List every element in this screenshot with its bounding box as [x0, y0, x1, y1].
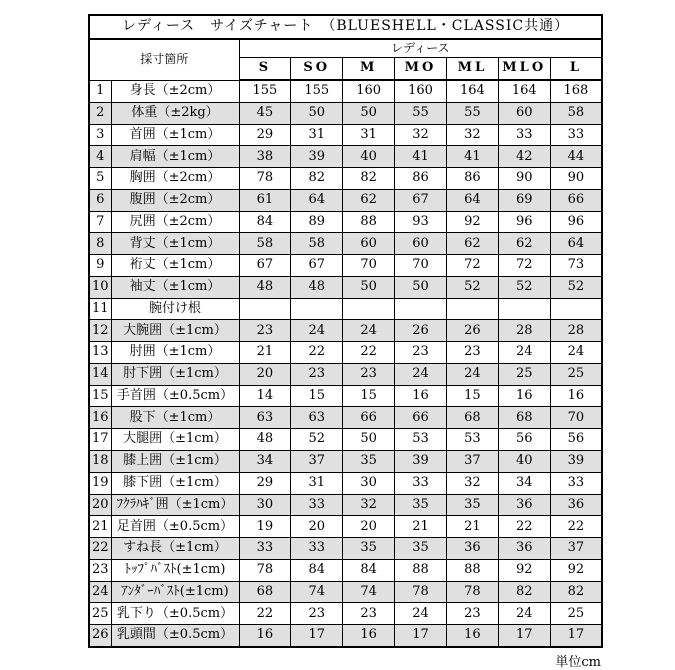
- value-cell: 68: [239, 581, 291, 603]
- value-cell: 67: [239, 255, 291, 277]
- value-cell: 53: [446, 429, 498, 451]
- value-cell: 20: [343, 516, 395, 538]
- value-cell: 52: [446, 276, 498, 298]
- value-cell: 48: [239, 429, 291, 451]
- value-cell: 26: [395, 320, 447, 342]
- table-row: [89, 603, 602, 625]
- value-cell: 21: [395, 516, 447, 538]
- row-number: 8: [89, 233, 111, 255]
- value-cell: 22: [498, 516, 550, 538]
- value-cell: 55: [395, 102, 447, 124]
- row-number: 24: [89, 581, 111, 603]
- value-cell: 17: [395, 625, 447, 647]
- value-cell: 155: [291, 80, 343, 102]
- value-cell: 88: [395, 559, 447, 581]
- measurement-name: 大腿囲（±1cm）: [111, 429, 239, 451]
- measurement-point-header: 採寸箇所: [89, 39, 239, 80]
- value-cell: 32: [395, 124, 447, 146]
- row-number: 14: [89, 363, 111, 385]
- value-cell: 86: [395, 168, 447, 190]
- value-cell: 35: [395, 494, 447, 516]
- value-cell: 58: [239, 233, 291, 255]
- value-cell: 55: [446, 102, 498, 124]
- measurement-name: 肩幅（±1cm）: [111, 146, 239, 168]
- value-cell: 168: [550, 80, 602, 102]
- measurement-name: 背丈（±1cm）: [111, 233, 239, 255]
- value-cell: 16: [498, 385, 550, 407]
- value-cell: [446, 298, 498, 320]
- row-number: 2: [89, 102, 111, 124]
- value-cell: 39: [291, 146, 343, 168]
- value-cell: 20: [239, 363, 291, 385]
- value-cell: [550, 298, 602, 320]
- value-cell: 23: [239, 320, 291, 342]
- value-cell: 84: [343, 559, 395, 581]
- value-cell: 70: [550, 407, 602, 429]
- table-row: [89, 363, 602, 385]
- value-cell: 78: [446, 581, 498, 603]
- row-number: 21: [89, 516, 111, 538]
- value-cell: 24: [395, 363, 447, 385]
- value-cell: 15: [343, 385, 395, 407]
- value-cell: 92: [498, 559, 550, 581]
- value-cell: [395, 298, 447, 320]
- value-cell: 36: [550, 494, 602, 516]
- value-cell: 48: [239, 276, 291, 298]
- value-cell: 38: [239, 146, 291, 168]
- value-cell: 67: [395, 189, 447, 211]
- measurement-name: 手首囲（±0.5cm）: [111, 385, 239, 407]
- value-cell: 33: [291, 538, 343, 560]
- group-header-row: [89, 39, 602, 58]
- value-cell: 72: [446, 255, 498, 277]
- value-cell: 23: [291, 363, 343, 385]
- size-column-header: MO: [395, 58, 447, 81]
- row-number: 11: [89, 298, 111, 320]
- value-cell: 53: [395, 429, 447, 451]
- value-cell: 78: [239, 559, 291, 581]
- table-row: [89, 211, 602, 233]
- value-cell: 82: [498, 581, 550, 603]
- measurement-name: 裄丈（±1cm）: [111, 255, 239, 277]
- value-cell: 15: [291, 385, 343, 407]
- measurement-name: 乳頭間（±0.5cm）: [111, 625, 239, 647]
- row-number: 16: [89, 407, 111, 429]
- value-cell: 16: [395, 385, 447, 407]
- value-cell: 60: [395, 233, 447, 255]
- row-number: 22: [89, 538, 111, 560]
- value-cell: 21: [239, 342, 291, 364]
- value-cell: 31: [291, 472, 343, 494]
- row-number: 20: [89, 494, 111, 516]
- value-cell: 35: [343, 538, 395, 560]
- measurement-name: 尻囲（±2cm）: [111, 211, 239, 233]
- value-cell: 25: [550, 603, 602, 625]
- measurement-name: ﾌｸﾗﾊｷﾞ囲（±1cm）: [111, 494, 239, 516]
- table-row: [89, 429, 602, 451]
- value-cell: 84: [239, 211, 291, 233]
- table-row: [89, 451, 602, 473]
- chart-title: レディース サイズチャート （BLUESHELL・CLASSIC共通）: [89, 15, 602, 39]
- table-row: [89, 342, 602, 364]
- value-cell: 33: [498, 124, 550, 146]
- value-cell: 73: [550, 255, 602, 277]
- table-row: [89, 625, 602, 647]
- value-cell: 155: [239, 80, 291, 102]
- value-cell: 50: [343, 276, 395, 298]
- value-cell: 22: [550, 516, 602, 538]
- measurement-name: 膝上囲（±1cm）: [111, 451, 239, 473]
- value-cell: 24: [343, 320, 395, 342]
- value-cell: 56: [498, 429, 550, 451]
- value-cell: 164: [498, 80, 550, 102]
- value-cell: 63: [239, 407, 291, 429]
- value-cell: 15: [446, 385, 498, 407]
- title-row: [89, 15, 602, 39]
- value-cell: 24: [498, 342, 550, 364]
- value-cell: 36: [498, 494, 550, 516]
- row-number: 3: [89, 124, 111, 146]
- value-cell: 24: [291, 320, 343, 342]
- value-cell: 52: [498, 276, 550, 298]
- value-cell: 160: [395, 80, 447, 102]
- value-cell: 36: [498, 538, 550, 560]
- value-cell: 44: [550, 146, 602, 168]
- value-cell: 52: [550, 276, 602, 298]
- value-cell: 89: [291, 211, 343, 233]
- size-column-header: S: [239, 58, 291, 81]
- value-cell: 33: [291, 494, 343, 516]
- table-row: [89, 407, 602, 429]
- measurement-name: 胸囲（±2cm）: [111, 168, 239, 190]
- table-row: [89, 298, 602, 320]
- value-cell: 56: [550, 429, 602, 451]
- value-cell: 164: [446, 80, 498, 102]
- table-row: [89, 255, 602, 277]
- size-column-header: M: [343, 58, 395, 81]
- row-number: 6: [89, 189, 111, 211]
- table-row: [89, 80, 602, 102]
- value-cell: 82: [550, 581, 602, 603]
- value-cell: 62: [446, 233, 498, 255]
- measurement-name: 腹囲（±2cm）: [111, 189, 239, 211]
- measurement-name: 身長（±2cm）: [111, 80, 239, 102]
- value-cell: 64: [550, 233, 602, 255]
- value-cell: 16: [550, 385, 602, 407]
- value-cell: 23: [291, 603, 343, 625]
- value-cell: 72: [498, 255, 550, 277]
- value-cell: 39: [550, 451, 602, 473]
- table-row: [89, 472, 602, 494]
- value-cell: 82: [291, 168, 343, 190]
- value-cell: 84: [291, 559, 343, 581]
- value-cell: 60: [343, 233, 395, 255]
- table-row: [89, 124, 602, 146]
- size-column-header: L: [550, 58, 602, 81]
- value-cell: 41: [446, 146, 498, 168]
- value-cell: [343, 298, 395, 320]
- value-cell: 28: [498, 320, 550, 342]
- row-number: 5: [89, 168, 111, 190]
- value-cell: 68: [446, 407, 498, 429]
- value-cell: 40: [343, 146, 395, 168]
- row-number: 18: [89, 451, 111, 473]
- size-column-header: MLO: [498, 58, 550, 81]
- row-number: 17: [89, 429, 111, 451]
- value-cell: 22: [291, 342, 343, 364]
- table-row: [89, 189, 602, 211]
- value-cell: 74: [343, 581, 395, 603]
- value-cell: 37: [550, 538, 602, 560]
- size-chart-table: [88, 14, 603, 648]
- value-cell: 39: [395, 451, 447, 473]
- value-cell: 69: [498, 189, 550, 211]
- value-cell: 28: [550, 320, 602, 342]
- measurement-name: ﾄｯﾌﾟﾊﾞｽﾄ(±1cm): [111, 559, 239, 581]
- value-cell: 19: [239, 516, 291, 538]
- value-cell: 58: [291, 233, 343, 255]
- value-cell: 16: [343, 625, 395, 647]
- value-cell: 37: [446, 451, 498, 473]
- row-number: 15: [89, 385, 111, 407]
- value-cell: 78: [395, 581, 447, 603]
- value-cell: 70: [343, 255, 395, 277]
- value-cell: 17: [550, 625, 602, 647]
- value-cell: 29: [239, 124, 291, 146]
- value-cell: 25: [550, 363, 602, 385]
- value-cell: 50: [343, 429, 395, 451]
- value-cell: 90: [498, 168, 550, 190]
- value-cell: 88: [446, 559, 498, 581]
- measurement-name: 体重（±2kg）: [111, 102, 239, 124]
- row-number: 13: [89, 342, 111, 364]
- value-cell: 32: [446, 472, 498, 494]
- table-row: [89, 581, 602, 603]
- row-number: 1: [89, 80, 111, 102]
- measurement-name: ｱﾝﾀﾞｰﾊﾞｽﾄ(±1cm): [111, 581, 239, 603]
- value-cell: 24: [550, 342, 602, 364]
- table-row: [89, 516, 602, 538]
- value-cell: 48: [291, 276, 343, 298]
- value-cell: 32: [446, 124, 498, 146]
- value-cell: 92: [446, 211, 498, 233]
- measurement-name: 肘下囲（±1cm）: [111, 363, 239, 385]
- value-cell: 92: [550, 559, 602, 581]
- value-cell: 40: [498, 451, 550, 473]
- measurement-name: 膝下囲（±1cm）: [111, 472, 239, 494]
- table-row: [89, 494, 602, 516]
- value-cell: 35: [395, 538, 447, 560]
- measurement-name: 乳下り（±0.5cm）: [111, 603, 239, 625]
- table-row: [89, 559, 602, 581]
- value-cell: 62: [343, 189, 395, 211]
- value-cell: 37: [291, 451, 343, 473]
- table-row: [89, 146, 602, 168]
- size-column-header: ML: [446, 58, 498, 81]
- size-chart-body: [89, 80, 602, 647]
- value-cell: 67: [291, 255, 343, 277]
- size-column-header: SO: [291, 58, 343, 81]
- value-cell: 74: [291, 581, 343, 603]
- ladies-group-header: レディース: [239, 39, 602, 58]
- value-cell: 66: [550, 189, 602, 211]
- value-cell: 50: [395, 276, 447, 298]
- value-cell: 26: [446, 320, 498, 342]
- table-row: [89, 102, 602, 124]
- value-cell: 23: [446, 342, 498, 364]
- value-cell: 96: [550, 211, 602, 233]
- row-number: 26: [89, 625, 111, 647]
- value-cell: 88: [343, 211, 395, 233]
- value-cell: 31: [343, 124, 395, 146]
- value-cell: 23: [395, 342, 447, 364]
- value-cell: 93: [395, 211, 447, 233]
- value-cell: 45: [239, 102, 291, 124]
- value-cell: 23: [343, 363, 395, 385]
- value-cell: 160: [343, 80, 395, 102]
- measurement-name: 股下（±1cm）: [111, 407, 239, 429]
- value-cell: 23: [343, 603, 395, 625]
- value-cell: 34: [239, 451, 291, 473]
- value-cell: 60: [498, 102, 550, 124]
- size-chart-container: [88, 14, 601, 670]
- value-cell: 62: [498, 233, 550, 255]
- measurement-name: 袖丈（±1cm）: [111, 276, 239, 298]
- value-cell: 66: [395, 407, 447, 429]
- value-cell: 24: [498, 603, 550, 625]
- table-row: [89, 233, 602, 255]
- unit-label: 単位cm: [555, 654, 601, 670]
- row-number: 19: [89, 472, 111, 494]
- value-cell: 52: [291, 429, 343, 451]
- value-cell: 33: [239, 538, 291, 560]
- value-cell: 30: [239, 494, 291, 516]
- value-cell: 36: [446, 538, 498, 560]
- value-cell: 68: [498, 407, 550, 429]
- value-cell: 24: [446, 363, 498, 385]
- row-number: 4: [89, 146, 111, 168]
- value-cell: 22: [239, 603, 291, 625]
- value-cell: 42: [498, 146, 550, 168]
- row-number: 10: [89, 276, 111, 298]
- value-cell: 82: [343, 168, 395, 190]
- value-cell: 23: [446, 603, 498, 625]
- value-cell: 90: [550, 168, 602, 190]
- value-cell: 78: [239, 168, 291, 190]
- value-cell: 64: [291, 189, 343, 211]
- table-row: [89, 276, 602, 298]
- value-cell: 33: [550, 124, 602, 146]
- value-cell: 31: [291, 124, 343, 146]
- value-cell: 14: [239, 385, 291, 407]
- value-cell: [498, 298, 550, 320]
- value-cell: 16: [239, 625, 291, 647]
- value-cell: 96: [498, 211, 550, 233]
- value-cell: 29: [239, 472, 291, 494]
- table-row: [89, 538, 602, 560]
- value-cell: 34: [498, 472, 550, 494]
- value-cell: 24: [395, 603, 447, 625]
- value-cell: 35: [343, 451, 395, 473]
- value-cell: 33: [395, 472, 447, 494]
- value-cell: 58: [550, 102, 602, 124]
- value-cell: 70: [395, 255, 447, 277]
- value-cell: 32: [343, 494, 395, 516]
- row-number: 9: [89, 255, 111, 277]
- value-cell: 33: [550, 472, 602, 494]
- value-cell: 41: [395, 146, 447, 168]
- value-cell: 17: [291, 625, 343, 647]
- value-cell: 21: [446, 516, 498, 538]
- table-row: [89, 385, 602, 407]
- value-cell: 50: [343, 102, 395, 124]
- measurement-name: 首囲（±1cm）: [111, 124, 239, 146]
- value-cell: 20: [291, 516, 343, 538]
- measurement-name: すね長（±1cm）: [111, 538, 239, 560]
- value-cell: 35: [446, 494, 498, 516]
- row-number: 25: [89, 603, 111, 625]
- row-number: 7: [89, 211, 111, 233]
- value-cell: 61: [239, 189, 291, 211]
- measurement-name: 腕付け根: [111, 298, 239, 320]
- measurement-name: 足首囲（±0.5cm）: [111, 516, 239, 538]
- value-cell: 25: [498, 363, 550, 385]
- row-number: 12: [89, 320, 111, 342]
- value-cell: [239, 298, 291, 320]
- measurement-name: 大腕囲（±1cm）: [111, 320, 239, 342]
- value-cell: 22: [343, 342, 395, 364]
- value-cell: 66: [343, 407, 395, 429]
- table-row: [89, 320, 602, 342]
- value-cell: [291, 298, 343, 320]
- value-cell: 16: [446, 625, 498, 647]
- row-number: 23: [89, 559, 111, 581]
- value-cell: 50: [291, 102, 343, 124]
- value-cell: 30: [343, 472, 395, 494]
- value-cell: 63: [291, 407, 343, 429]
- value-cell: 17: [498, 625, 550, 647]
- table-row: [89, 168, 602, 190]
- value-cell: 86: [446, 168, 498, 190]
- value-cell: 64: [446, 189, 498, 211]
- measurement-name: 肘囲（±1cm）: [111, 342, 239, 364]
